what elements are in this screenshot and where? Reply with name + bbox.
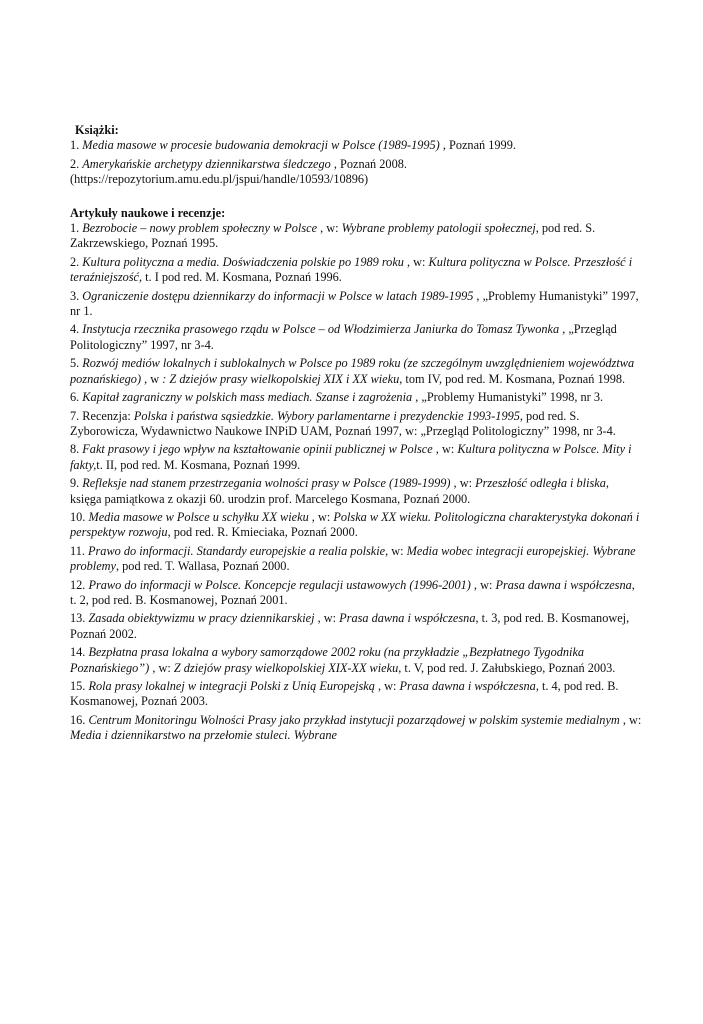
article-entry [70,510,643,541]
entry-title-italic: Bezpłatna prasa lokalna a wybory samorządowe 2002 roku (na przykładzie „Bezpłatnego Tygodnika Poznańskiego”) [70,645,585,675]
books-heading: Książki: [75,123,119,137]
articles-heading: Artykuły naukowe i recenzje: [70,205,226,220]
entry-text: 12. [70,577,89,592]
entry-title-italic: Prasa dawna i współczesna [339,611,476,626]
book-entry [70,157,643,188]
articles-list [70,221,643,744]
entry-text: 3. [70,288,83,303]
entry-text: 2. [70,254,83,269]
entry-text: 16. [70,712,89,727]
entry-title-italic: : Z dziejów prasy wielkopolskiej XIX i XX wieku [162,371,400,386]
entry-text: 13. [70,611,89,626]
entry-title-italic: Kapitał zagraniczny w polskich mass mediach. Szanse i zagrożenia [82,390,413,405]
entry-text: 11. [70,543,88,558]
article-entry [70,221,643,252]
entry-title-italic: Bezrobocie – nowy problem społeczny w Polsce [82,221,318,236]
entry-text: 4. [70,322,83,337]
entry-text: 5. [70,356,83,371]
entry-text: , „Przegląd Politologiczny” 1997, nr 3-4. [70,322,617,352]
entry-text: 15. [70,679,89,693]
entry-text: , pod red. T. Wallasa, Poznań 2000. [116,559,290,574]
entry-text: , tom IV, pod red. M. Kosmana, Poznań 1998. [399,371,626,386]
article-entry [70,679,643,710]
entry-text: , w: [149,660,174,675]
entry-title-italic: Media masowe w procesie budowania demokracji w Polsce (1989-1995) [82,138,440,153]
entry-title-italic: Amerykańskie archetypy dziennikarstwa śledczego [82,156,331,171]
entry-title-italic: Media wobec integracji europejskiej. Wybrane problemy [70,543,636,574]
entry-text: , t. 3, pod red. B. Kosmanowej, Poznań 2002. [70,611,630,641]
entry-text: , t. I pod red. M. Kosmana, Poznań 1996. [139,270,342,285]
article-entry [70,390,643,405]
entry-title-italic: Kultura polityczna a media. Doświadczenia polskie po 1989 roku [82,254,404,269]
entry-text: w: [388,543,407,558]
entry-text: , księga pamiątkowa z okazji 60. urodzin prof. Marcelego Kosmana, Poznań 2000. [70,476,609,506]
entry-text: , pod red. S. Zakrzewskiego, Poznań 1995. [70,221,596,251]
entry-text: , pod red. R. Kmieciaka, Poznań 2000. [167,525,358,540]
entry-title-italic: Media i dziennikarstwo na przełomie stuleci. Wybrane [70,728,337,743]
article-entry [70,356,643,387]
entry-text: 6. [70,390,83,405]
entry-title-italic: Zasada obiektywizmu w pracy dziennikarskiej [88,611,315,626]
article-entry [70,255,643,286]
article-entry [70,289,643,320]
entry-text: , „Problemy Humanistyki” 1997, nr 1. [70,288,639,319]
entry-title-italic: Prasa dawna i współczesna [495,577,632,592]
article-entry [70,476,643,507]
entry-text: , w: [314,611,340,626]
entry-title-italic: Prasa dawna i współczesna [399,679,536,693]
entry-title-italic: Refleksje nad stanem przestrzegania wolności prasy w Polsce (1989-1999) [82,476,451,491]
entry-text: , Poznań 1999. [439,138,516,153]
book-entry [70,138,643,153]
entry-text: , w [141,371,163,386]
article-entry [70,713,643,744]
entry-title-italic: Polska i państwa sąsiedzkie. Wybory parlamentarne i prezydenckie 1993-1995 [133,408,520,423]
entry-title-italic: Ograniczenie dostępu dziennikarzy do informacji w Polsce w latach 1989-1995 [82,288,474,303]
entry-text: , t. 4, pod red. B. Kosmanowej, Poznań 2003. [70,679,619,709]
article-entry [70,409,643,440]
entry-title-italic: Kultura polityczna w Polsce. Mity i fakty, [70,442,632,472]
entry-text: , „Problemy Humanistyki” 1998, nr 3. [412,390,604,405]
entry-text: , w: [317,221,342,236]
entry-title-italic: Centrum Monitoringu Wolności Prasy jako przykład instytucji pozarządowej w polskim systemie medialnym [88,712,620,727]
entry-text: , w: [308,509,334,524]
entry-text: 8. [70,442,83,457]
entry-title-italic: Polska w XX wieku. Politologiczna charakterystyka dokonań i perspektyw rozwoju [70,509,640,540]
entry-title-italic: Instytucja rzecznika prasowego rządu w Polsce – od Włodzimierza Janiurka do Tomasz Tywonka [82,322,560,337]
article-entry [70,645,643,676]
entry-title-italic: Prawo do informacji w Polsce. Koncepcje regulacji ustawowych (1996-2001) [88,577,471,592]
entry-text: 1. [70,138,83,153]
entry-text: 2. [70,156,83,171]
article-entry [70,442,643,473]
article-entry [70,611,643,642]
entry-text: 10. [70,509,89,524]
entry-text: , pod red. S. Zyborowicza, Wydawnictwo Naukowe INPiD UAM, Poznań 1997, w: „Przegląd Politologiczny” 1998, nr 3-4. [70,408,616,438]
entry-title-italic: Rola prasy lokalnej w integracji Polski z Unią Europejską [88,679,375,693]
article-entry [70,578,643,609]
entry-text: , t. V, pod red. J. Załubskiego, Poznań 2003. [398,660,616,675]
entry-text: 9. [70,476,83,491]
entry-text: 14. [70,645,89,660]
entry-text: , w: [470,577,496,592]
entry-text: 1. [70,221,83,236]
article-entry [70,322,643,353]
entry-text: , w: [450,476,476,491]
entry-title-italic: Przeszłość odległa i bliska [475,476,606,491]
entry-text: 7. Recenzja: [70,408,134,423]
entry-title-italic: Media masowe w Polsce u schyłku XX wieku [88,509,309,524]
entry-text: , w: [619,712,642,727]
entry-title-italic: Z dziejów prasy wielkopolskiej XIX-XX wieku [173,660,399,675]
entry-text: , w: [432,442,458,457]
entry-title-italic: Fakt prasowy i jego wpływ na kształtowanie opinii publicznej w Polsce [82,442,433,457]
entry-text: , w: [374,679,400,693]
entry-text: , Poznań 2008. (https://repozytorium.amu.edu.pl/jspui/handle/10593/10896) [70,156,407,187]
entry-title-italic: Rozwój mediów lokalnych i sublokalnych w Polsce po 1989 roku (ze szczególnym uwzględnieniem województwa poznańskiego) [70,356,635,386]
article-entry [70,544,643,575]
entry-text: t. II, pod red. M. Kosmana, Poznań 1999. [96,457,301,472]
entry-text: , t. 2, pod red. B. Kosmanowej, Poznań 2001. [70,577,635,607]
entry-title-italic: Wybrane problemy patologii społecznej [341,221,536,236]
entry-title-italic: Prawo do informacji. Standardy europejskie a realia polskie, [88,543,389,558]
books-list [70,138,643,187]
entry-title-italic: Kultura polityczna w Polsce. Przeszłość i teraźniejszość [70,254,633,285]
entry-text: , w: [403,254,429,269]
